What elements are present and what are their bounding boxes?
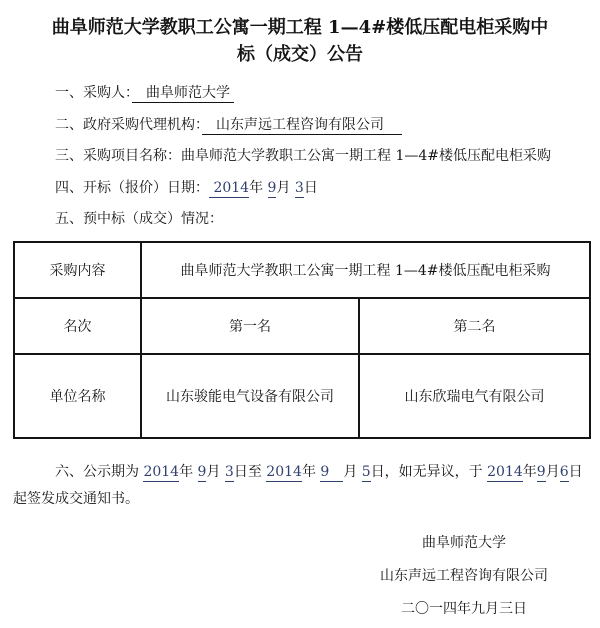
item-purchaser (55, 78, 600, 110)
table-row-unit-name (14, 354, 590, 438)
text-segment: 年 (522, 463, 537, 480)
agency-value: 山东声远工程咨询有限公司 (202, 116, 403, 133)
page-title (18, 14, 582, 68)
item-4-label: 四、开标（报价）日期： (55, 179, 209, 196)
table-header-unit-name: 单位名称 (14, 354, 141, 438)
table-cell-rank-second: 第二名 (359, 298, 590, 354)
signature-date: 二〇一四年九月三日 (401, 600, 527, 617)
numbered-items (55, 78, 600, 236)
bid-result-table (13, 241, 591, 439)
page-title-line2: 标（成交）公告 (237, 44, 363, 65)
text-segment: 日至 (233, 463, 267, 480)
text-segment: 年 (179, 463, 198, 480)
opening-year: 2014 (209, 179, 250, 196)
month-suffix: 月 (276, 179, 295, 196)
text-segment: 月 (545, 463, 560, 480)
signature-agency: 山东声远工程咨询有限公司 (380, 567, 548, 584)
closing-lead: 六、公示期为 (55, 463, 144, 480)
item-pre-award (55, 204, 600, 236)
publicity-end-day: 5 (361, 463, 371, 480)
text-segment: 日，如无异议，于 (370, 463, 488, 480)
item-project-name (55, 141, 600, 173)
publicity-period-paragraph (13, 459, 587, 513)
notice-year: 2014 (487, 463, 523, 480)
table-cell-rank-first: 第一名 (141, 298, 359, 354)
publicity-start-day: 3 (224, 463, 234, 480)
purchaser-value: 曲阜师范大学 (132, 85, 235, 101)
signature-purchaser: 曲阜师范大学 (422, 534, 506, 551)
table-header-purchase-content: 采购内容 (14, 242, 141, 298)
year-suffix: 年 (249, 179, 268, 196)
item-2-label: 二、政府采购代理机构： (55, 116, 202, 133)
item-agency (55, 110, 600, 142)
text-segment: 日起签发成交通知书。 (13, 463, 583, 507)
signature-block (354, 527, 574, 626)
publicity-end-month: 9 (320, 463, 344, 480)
opening-day: 3 (294, 179, 304, 196)
day-suffix: 日 (303, 179, 318, 196)
notice-day: 6 (559, 463, 569, 480)
page-title-line1: 曲阜师范大学教职工公寓一期工程 1—4#楼低压配电柜采购中 (51, 17, 549, 38)
text-segment: 年 (301, 463, 321, 480)
table-cell-winner-second: 山东欣瑞电气有限公司 (359, 354, 590, 438)
table-cell-winner-first: 山东骏能电气设备有限公司 (141, 354, 359, 438)
publicity-end-year: 2014 (266, 463, 302, 480)
notice-month: 9 (536, 463, 546, 480)
table-header-rank: 名次 (14, 298, 141, 354)
opening-month: 9 (267, 179, 277, 196)
text-segment: 月 (206, 463, 225, 480)
item-bid-opening-date (55, 173, 600, 205)
table-cell-purchase-content: 曲阜师范大学教职工公寓一期工程 1—4#楼低压配电柜采购 (141, 242, 590, 298)
publicity-start-month: 9 (197, 463, 207, 480)
item-1-label: 一、采购人： (55, 85, 132, 101)
text-segment: 月 (343, 463, 362, 480)
item-3-text: 三、采购项目名称：曲阜师范大学教职工公寓一期工程 1—4#楼低压配电柜采购 (55, 148, 551, 164)
table-row-rank (14, 298, 590, 354)
publicity-start-year: 2014 (143, 463, 180, 480)
table-row-purchase-content (14, 242, 590, 298)
item-5-label: 五、预中标（成交）情况： (55, 211, 223, 227)
